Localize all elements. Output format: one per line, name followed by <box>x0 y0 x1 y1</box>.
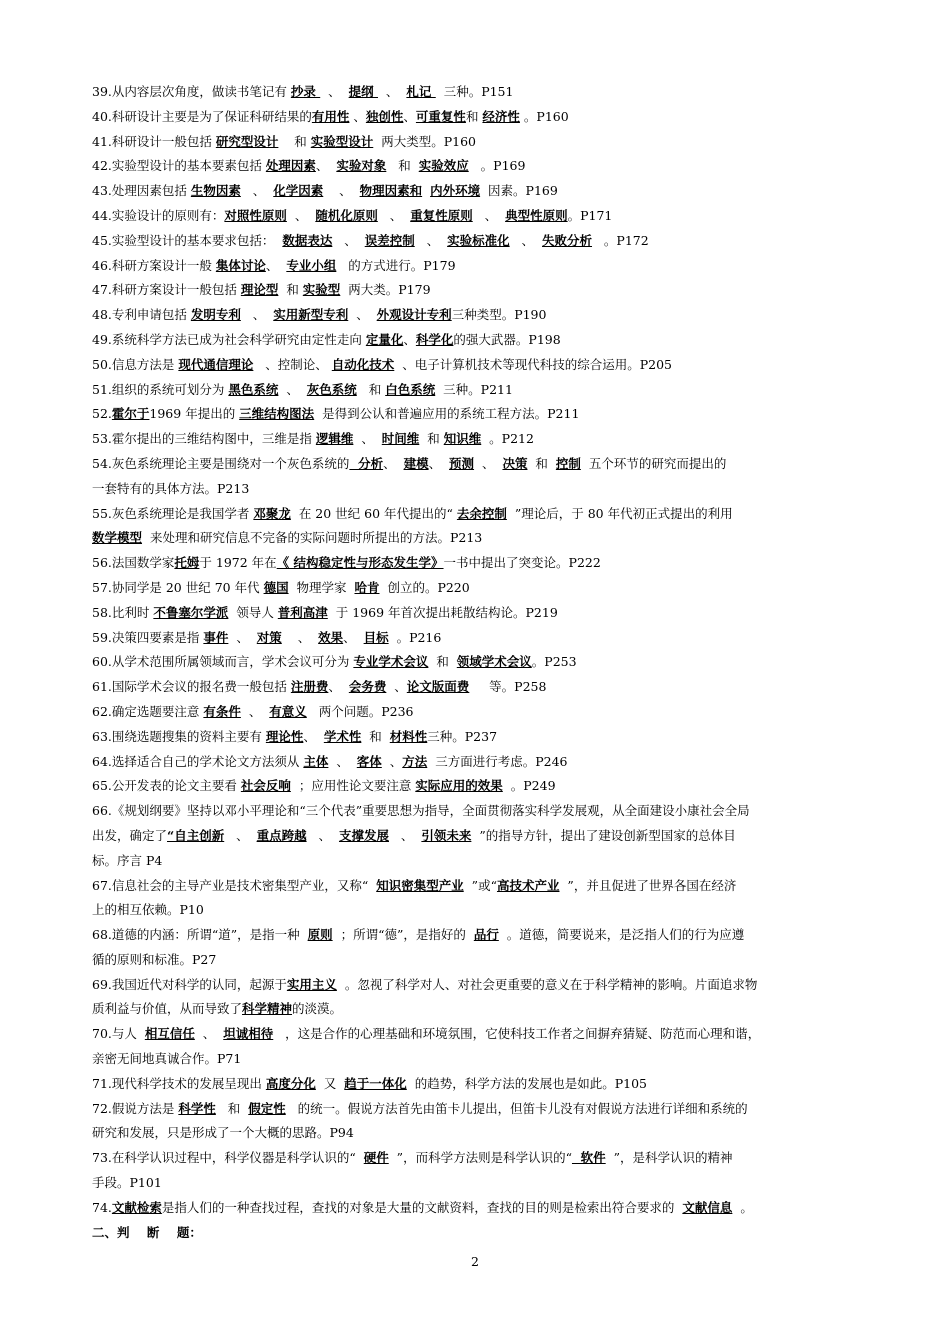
question-text: 63.围绕选题搜集的资料主要有 <box>92 728 266 744</box>
question-text: 、 <box>348 307 377 323</box>
answer-blank: 学术性 <box>323 728 362 744</box>
answer-blank: 实验型 <box>302 282 341 298</box>
text-line <box>92 154 860 179</box>
answer-blank: 不鲁塞尔学派 <box>153 604 229 620</box>
text-line <box>92 526 860 551</box>
question-text: 74. <box>92 1199 112 1215</box>
question-text: 、 <box>381 753 403 769</box>
question-text: 等。P258 <box>469 679 547 695</box>
question-text: 、 <box>303 728 324 744</box>
question-text: 、 <box>403 331 416 347</box>
text-line <box>92 353 860 378</box>
answer-blank: 注册费 <box>290 679 329 695</box>
answer-blank: 专业小组 <box>286 257 337 273</box>
question-text: 三种。P211 <box>435 381 513 397</box>
text-line <box>92 452 860 477</box>
answer-blank: 客体 <box>356 753 382 769</box>
question-text: 、 <box>240 307 274 323</box>
question-text: 、 <box>509 232 542 248</box>
question-text: 51.组织的系统可划分为 <box>92 381 229 397</box>
answer-blank: 实验标准化 <box>447 232 510 248</box>
question-text: 。P169 <box>468 158 526 174</box>
answer-blank: 预测 <box>449 455 475 471</box>
question-text: 。P216 <box>388 629 442 645</box>
question-text: 、 <box>403 108 416 124</box>
text-line <box>92 254 860 279</box>
text-line <box>92 551 860 576</box>
question-text: 和 <box>278 282 303 298</box>
question-text: 72.假说方法是 <box>92 1100 179 1116</box>
question-text: 。道德，简要说来，是泛指人们的行为应遵 <box>498 927 745 943</box>
text-line <box>92 725 860 750</box>
answer-blank: 建模 <box>403 455 429 471</box>
answer-blank: 重点跨越 <box>256 827 307 843</box>
question-text: ”或“ <box>463 877 497 893</box>
question-text <box>422 183 430 198</box>
question-text: ，这是合作的心理基础和环境氛围，它使科技工作者之间摒弃猜疑、防范而心理和谐， <box>273 1026 761 1042</box>
question-text: 、电子计算机技术等现代科技的综合运用。P205 <box>394 356 673 372</box>
question-text: 领导人 <box>228 604 278 620</box>
question-text: 45.实验型设计的基本要求包括： <box>92 232 283 248</box>
answer-blank: 实际应用的效果 <box>415 778 503 794</box>
text-line <box>92 1047 860 1072</box>
question-text: 、 <box>224 827 257 843</box>
question-text: 40.科研设计主要是为了保证科研结果的 <box>92 108 312 124</box>
answer-blank: 《 结构稳定性与形态发生学》 <box>276 555 444 571</box>
answer-blank: 实验对象 <box>336 158 387 174</box>
answer-blank: 误差控制 <box>364 232 415 248</box>
answer-blank: 主体 <box>303 753 329 769</box>
question-text: 、 <box>240 703 270 719</box>
answer-blank: 有条件 <box>203 703 241 719</box>
question-text: 、 <box>343 629 364 645</box>
question-text: 两大类型。P160 <box>373 133 476 149</box>
answer-blank: 去余控制 <box>456 505 507 521</box>
question-text: 、 <box>353 431 382 447</box>
answer-blank: 三维结构图法 <box>239 406 315 422</box>
text-line <box>92 849 860 874</box>
question-text: 。P253 <box>531 654 577 670</box>
text-line <box>92 105 860 130</box>
answer-blank: 抄录 <box>290 84 321 99</box>
answer-blank: 有用性 <box>311 108 350 124</box>
question-text: 三方面进行考虑。P246 <box>427 753 568 769</box>
question-text: 三种类型。P190 <box>451 307 547 323</box>
answer-blank: 研究型设计 <box>215 133 279 149</box>
question-text: 和 <box>361 728 390 744</box>
question-text: 和 <box>419 431 444 447</box>
answer-blank: 典型性原则 <box>505 207 568 223</box>
answer-blank: 定量化 <box>365 331 404 347</box>
text-line <box>92 948 860 973</box>
answer-blank: 支撑发展 <box>338 827 389 843</box>
answer-blank: 软件 <box>571 1150 606 1166</box>
text-line <box>92 1171 860 1196</box>
question-text: 于 1972 年在 <box>199 555 277 571</box>
question-text: 、控制论、 <box>253 356 332 372</box>
question-text: ”，并且促进了世界各国在经济 <box>559 877 737 893</box>
answer-blank: 专业学术会议 <box>353 654 429 670</box>
text-line <box>92 1022 860 1047</box>
question-text: 是得到公认和普遍应用的系统工程方法。P211 <box>314 406 580 422</box>
answer-blank: 分析 <box>349 455 384 471</box>
question-text: 、 <box>286 207 316 223</box>
question-text: 、 <box>320 84 349 99</box>
question-text: 。 <box>732 1199 753 1215</box>
question-text: 73.在科学认识过程中，科学仪器是科学认识的“ <box>92 1150 364 1166</box>
answer-blank: “自主创新 <box>167 827 225 843</box>
section-heading <box>92 1221 860 1246</box>
text-line <box>92 179 860 204</box>
question-text: 物理学家 <box>288 579 355 595</box>
answer-blank: 札记 <box>406 84 436 99</box>
question-text: 49.系统科学方法已成为社会科学研究由定性走向 <box>92 331 366 347</box>
question-text: 、 <box>349 108 366 124</box>
question-text: 59.决策四要素是指 <box>92 629 204 645</box>
question-text: 、 <box>315 158 337 174</box>
question-text: 67.信息社会的主导产业是技术密集型产业，又称“ <box>92 877 377 893</box>
question-text: 在 20 世纪 60 年代提出的“ <box>290 505 457 521</box>
answer-blank: 实用新型专利 <box>273 307 349 323</box>
question-text: 、 <box>194 1026 224 1042</box>
question-text: 57.协同学是 20 世纪 70 年代 <box>92 579 264 595</box>
question-text: 65.公开发表的论文主要看 <box>92 778 241 794</box>
question-text: 。P212 <box>481 431 534 447</box>
text-line <box>92 750 860 775</box>
text-line <box>92 973 860 998</box>
question-text: ；应用性论文要注意 <box>290 778 416 794</box>
answer-blank: 托姆 <box>174 555 200 571</box>
answer-blank: 文献检索 <box>111 1199 162 1215</box>
answer-blank: 对照性原则 <box>224 207 287 223</box>
text-line <box>92 1196 860 1221</box>
question-text: 50.信息方法是 <box>92 356 179 372</box>
question-text: 的趋势，科学方法的发展也是如此。P105 <box>406 1075 648 1091</box>
text-line <box>92 328 860 353</box>
answer-blank: 提纲 <box>348 84 378 99</box>
text-line <box>92 601 860 626</box>
answer-blank: 自动化技术 <box>331 356 395 372</box>
answer-blank: 事件 <box>203 629 229 645</box>
answer-blank: 独创性 <box>365 108 404 124</box>
answer-blank: 重复性原则 <box>410 207 473 223</box>
question-text: 、 <box>306 827 339 843</box>
answer-blank: 目标 <box>363 629 389 645</box>
answer-blank: 趋于一体化 <box>344 1075 407 1091</box>
answer-blank: 数据表达 <box>282 232 333 248</box>
text-line <box>92 576 860 601</box>
answer-blank: 高技术产业 <box>496 877 560 893</box>
question-text: 39.从内容层次角度，做读书笔记有 <box>92 84 291 99</box>
question-text: 61.国际学术会议的报名费一般包括 <box>92 679 291 695</box>
answer-blank: 灰色系统 <box>306 381 357 397</box>
question-text: 60.从学术范围所属领域而言，学术会议可分为 <box>92 654 354 670</box>
text-line <box>92 402 860 427</box>
question-text: 出发，确定了 <box>92 827 168 843</box>
question-text: 、 <box>389 827 422 843</box>
question-text: 41.科研设计一般包括 <box>92 133 216 149</box>
question-text: 64.选择适合自己的学术论文方法须从 <box>92 753 304 769</box>
answer-blank: 材料性 <box>389 728 428 744</box>
answer-blank: 德国 <box>263 579 289 595</box>
text-line <box>92 824 860 849</box>
question-text: 56.法国数学家 <box>92 555 175 571</box>
page-number: 2 <box>471 1254 479 1269</box>
question-text: 三种。P151 <box>435 84 514 99</box>
question-text: 、 <box>428 455 450 471</box>
question-text: 、 <box>328 679 349 695</box>
answer-blank: 实验效应 <box>418 158 469 174</box>
question-text: 55.灰色系统理论是我国学者 <box>92 505 254 521</box>
answer-blank: 品行 <box>473 927 499 943</box>
question-text: ”理论后，于 80 年代初正式提出的利用 <box>506 505 733 521</box>
answer-blank: 对策 <box>256 629 282 645</box>
question-text: 1969 年提出的 <box>149 406 240 422</box>
answer-blank: 时间维 <box>381 431 420 447</box>
answer-blank: 普利高津 <box>277 604 328 620</box>
question-text: 的方式进行。P179 <box>336 257 456 273</box>
question-text: 69.我国近代对科学的认同，起源于 <box>92 976 287 992</box>
text-line <box>92 774 860 799</box>
text-line <box>92 278 860 303</box>
question-text: 二、判 断 题： <box>92 1224 202 1240</box>
question-text: 。P171 <box>567 207 613 223</box>
question-text: 44.实验设计的原则有： <box>92 207 225 223</box>
question-text: 、 <box>383 455 404 471</box>
question-text: 71.现代科学技术的发展呈现出 <box>92 1075 266 1091</box>
answer-blank: 科学化 <box>415 331 454 347</box>
question-text: 和 <box>527 455 556 471</box>
question-text: 创立的。P220 <box>379 579 470 595</box>
question-text: 三种。P237 <box>427 728 498 744</box>
text-line <box>92 303 860 328</box>
text-line <box>92 1146 860 1171</box>
answer-blank: 哈肯 <box>354 579 380 595</box>
answer-blank: 白色系统 <box>385 381 436 397</box>
answer-blank: 相互信任 <box>144 1026 195 1042</box>
question-text: 两个问题。P236 <box>306 703 414 719</box>
answer-blank: 知识维 <box>443 431 482 447</box>
text-line <box>92 923 860 948</box>
question-text: 和 <box>386 158 419 174</box>
answer-blank: 坦诚相待 <box>223 1026 274 1042</box>
text-line <box>92 675 860 700</box>
answer-blank: 数学模型 <box>92 530 143 546</box>
question-text: 质利益与价值，从而导致了 <box>92 1001 243 1017</box>
text-line <box>92 204 860 229</box>
question-text: 循的原则和标准。P27 <box>92 951 217 967</box>
text-line <box>92 1072 860 1097</box>
answer-blank: 引领未来 <box>421 827 472 843</box>
question-text: 46.科研方案设计一般 <box>92 257 216 273</box>
answer-blank: 原则 <box>307 927 333 943</box>
question-text: 、 <box>281 629 319 645</box>
question-text: 于 1969 年首次提出耗散结构论。P219 <box>327 604 558 620</box>
answer-blank: 逻辑维 <box>315 431 354 447</box>
question-list <box>92 80 860 1245</box>
question-text: 两大类。P179 <box>340 282 431 298</box>
text-line <box>92 80 860 105</box>
question-text: 、 <box>328 753 357 769</box>
answer-blank: 文献信息 <box>682 1199 733 1215</box>
question-text: 、 <box>377 207 411 223</box>
question-text: 一书中提出了突变论。P222 <box>443 555 601 571</box>
question-text: 52. <box>92 406 112 422</box>
question-text: 。P160 <box>519 108 569 124</box>
question-text: 标。序言 P4 <box>92 852 163 868</box>
answer-blank: 外观设计专利 <box>376 307 452 323</box>
question-text: ”，是科学认识的精神 <box>605 1150 733 1166</box>
answer-blank: 集体讨论 <box>215 257 266 273</box>
answer-blank: 知识密集型产业 <box>376 877 464 893</box>
question-text: 亲密无间地真诚合作。P71 <box>92 1051 242 1067</box>
question-text: 48.专利申请包括 <box>92 307 191 323</box>
answer-blank: 论文版面费 <box>406 679 470 695</box>
text-line <box>92 626 860 651</box>
question-text: 、 <box>323 183 360 199</box>
question-text: 66.《规划纲要》坚持以邓小平理论和“三个代表”重要思想为指导，全面贯彻落实科学发展观，从全面建设小康社会全局 <box>92 803 750 819</box>
answer-blank: 决策 <box>502 455 528 471</box>
text-line <box>92 477 860 502</box>
question-text: ；所谓“德”，是指好的 <box>332 927 474 943</box>
question-text: 、 <box>414 232 448 248</box>
answer-blank: 实验型设计 <box>310 133 374 149</box>
answer-blank: 有意义 <box>269 703 307 719</box>
question-text: 的淡漠。 <box>292 1001 343 1017</box>
answer-blank: 可重复性 <box>415 108 466 124</box>
answer-blank: 理论性 <box>265 728 304 744</box>
answer-blank: 科学精神 <box>242 1001 293 1017</box>
question-text: 研究和发展，只是形成了一个大概的思路。P94 <box>92 1125 354 1141</box>
answer-blank: 处理因素 <box>265 158 316 174</box>
question-text: ”的指导方针，提出了建设创新型国家的总体目 <box>471 827 736 843</box>
text-line <box>92 427 860 452</box>
answer-blank: 生物因素 <box>190 183 241 199</box>
question-text: 、 <box>472 207 506 223</box>
question-text: 、 <box>377 84 407 99</box>
question-text: 的强大武器。P198 <box>453 331 561 347</box>
question-text: 一套特有的具体方法。P213 <box>92 480 250 496</box>
text-line <box>92 650 860 675</box>
question-text: 、 <box>265 257 287 273</box>
question-text: 五个环节的研究而提出的 <box>580 455 727 471</box>
text-line <box>92 229 860 254</box>
answer-blank: 内外环境 <box>430 183 481 199</box>
question-text: 。P249 <box>502 778 556 794</box>
question-text: 和 <box>215 1100 249 1116</box>
question-text: 和 <box>465 108 483 124</box>
answer-blank: 发明专利 <box>190 307 241 323</box>
question-text: 。P172 <box>592 232 649 248</box>
question-text: 47.科研方案设计一般包括 <box>92 282 241 298</box>
question-text: 68.道德的内涵：所谓“道”，是指一种 <box>92 927 308 943</box>
question-text: 、 <box>386 679 407 695</box>
question-text: 43.处理因素包括 <box>92 183 191 199</box>
answer-blank: 高度分化 <box>265 1075 316 1091</box>
text-line <box>92 874 860 899</box>
answer-blank: 随机化原则 <box>315 207 378 223</box>
answer-blank: 失败分析 <box>542 232 593 248</box>
question-text: 54.灰色系统理论主要是围绕对一个灰色系统的 <box>92 455 350 471</box>
answer-blank: 现代通信理论 <box>178 356 254 372</box>
question-text: 又 <box>315 1075 345 1091</box>
question-text: 。忽视了科学对人、对社会更重要的意义在于科学精神的影响。片面追求物 <box>336 976 758 992</box>
answer-blank: 方法 <box>402 753 428 769</box>
text-line <box>92 799 860 824</box>
question-text: 、 <box>278 381 307 397</box>
answer-blank: 实用主义 <box>286 976 337 992</box>
question-text: 、 <box>240 183 274 199</box>
question-text: 和 <box>428 654 457 670</box>
question-text: 70.与人 <box>92 1026 145 1042</box>
text-line <box>92 898 860 923</box>
answer-blank: 化学因素 <box>273 183 324 199</box>
question-text: 来处理和研究信息不完备的实际问题时所提出的方法。P213 <box>142 530 483 546</box>
answer-blank: 控制 <box>555 455 581 471</box>
question-text: 53.霍尔提出的三维结构图中，三维是指 <box>92 431 316 447</box>
question-text: 是指人们的一种查找过程，查找的对象是大量的文献资料，查找的目的则是检索出符合要求的 <box>161 1199 683 1215</box>
question-text: 手段。P101 <box>92 1175 162 1191</box>
text-line <box>92 130 860 155</box>
question-text: 和 <box>356 381 386 397</box>
answer-blank: 物理因素和 <box>359 183 423 199</box>
answer-blank: 经济性 <box>482 108 520 124</box>
answer-blank: 科学性 <box>178 1100 216 1116</box>
question-text: 上的相互依赖。P10 <box>92 902 204 918</box>
question-text: 、 <box>474 455 503 471</box>
text-line <box>92 1121 860 1146</box>
answer-blank: 假定性 <box>248 1100 286 1116</box>
text-line <box>92 378 860 403</box>
question-text: 和 <box>278 133 311 149</box>
question-text: 、 <box>332 232 365 248</box>
answer-blank: 硬件 <box>363 1150 389 1166</box>
question-text: 42.实验型设计的基本要素包括 <box>92 158 266 174</box>
question-text: 因素。P169 <box>480 183 558 199</box>
question-text: 62.确定选题要注意 <box>92 703 204 719</box>
question-text: ”，而科学方法则是科学认识的“ <box>388 1150 572 1166</box>
text-line <box>92 700 860 725</box>
answer-blank: 理论型 <box>240 282 279 298</box>
text-line <box>92 1097 860 1122</box>
answer-blank: 会务费 <box>348 679 387 695</box>
answer-blank: 社会反响 <box>240 778 291 794</box>
text-line <box>92 997 860 1022</box>
question-text: 58.比利时 <box>92 604 154 620</box>
question-text: 、 <box>228 629 257 645</box>
text-line <box>92 502 860 527</box>
answer-blank: 黑色系统 <box>228 381 279 397</box>
answer-blank: 霍尔于 <box>111 406 150 422</box>
answer-blank: 领域学术会议 <box>456 654 532 670</box>
answer-blank: 效果 <box>318 629 344 645</box>
answer-blank: 邓聚龙 <box>253 505 291 521</box>
question-text: 的统一。假说方法首先由笛卡儿提出，但笛卡儿没有对假说方法进行详细和系统的 <box>285 1100 748 1116</box>
